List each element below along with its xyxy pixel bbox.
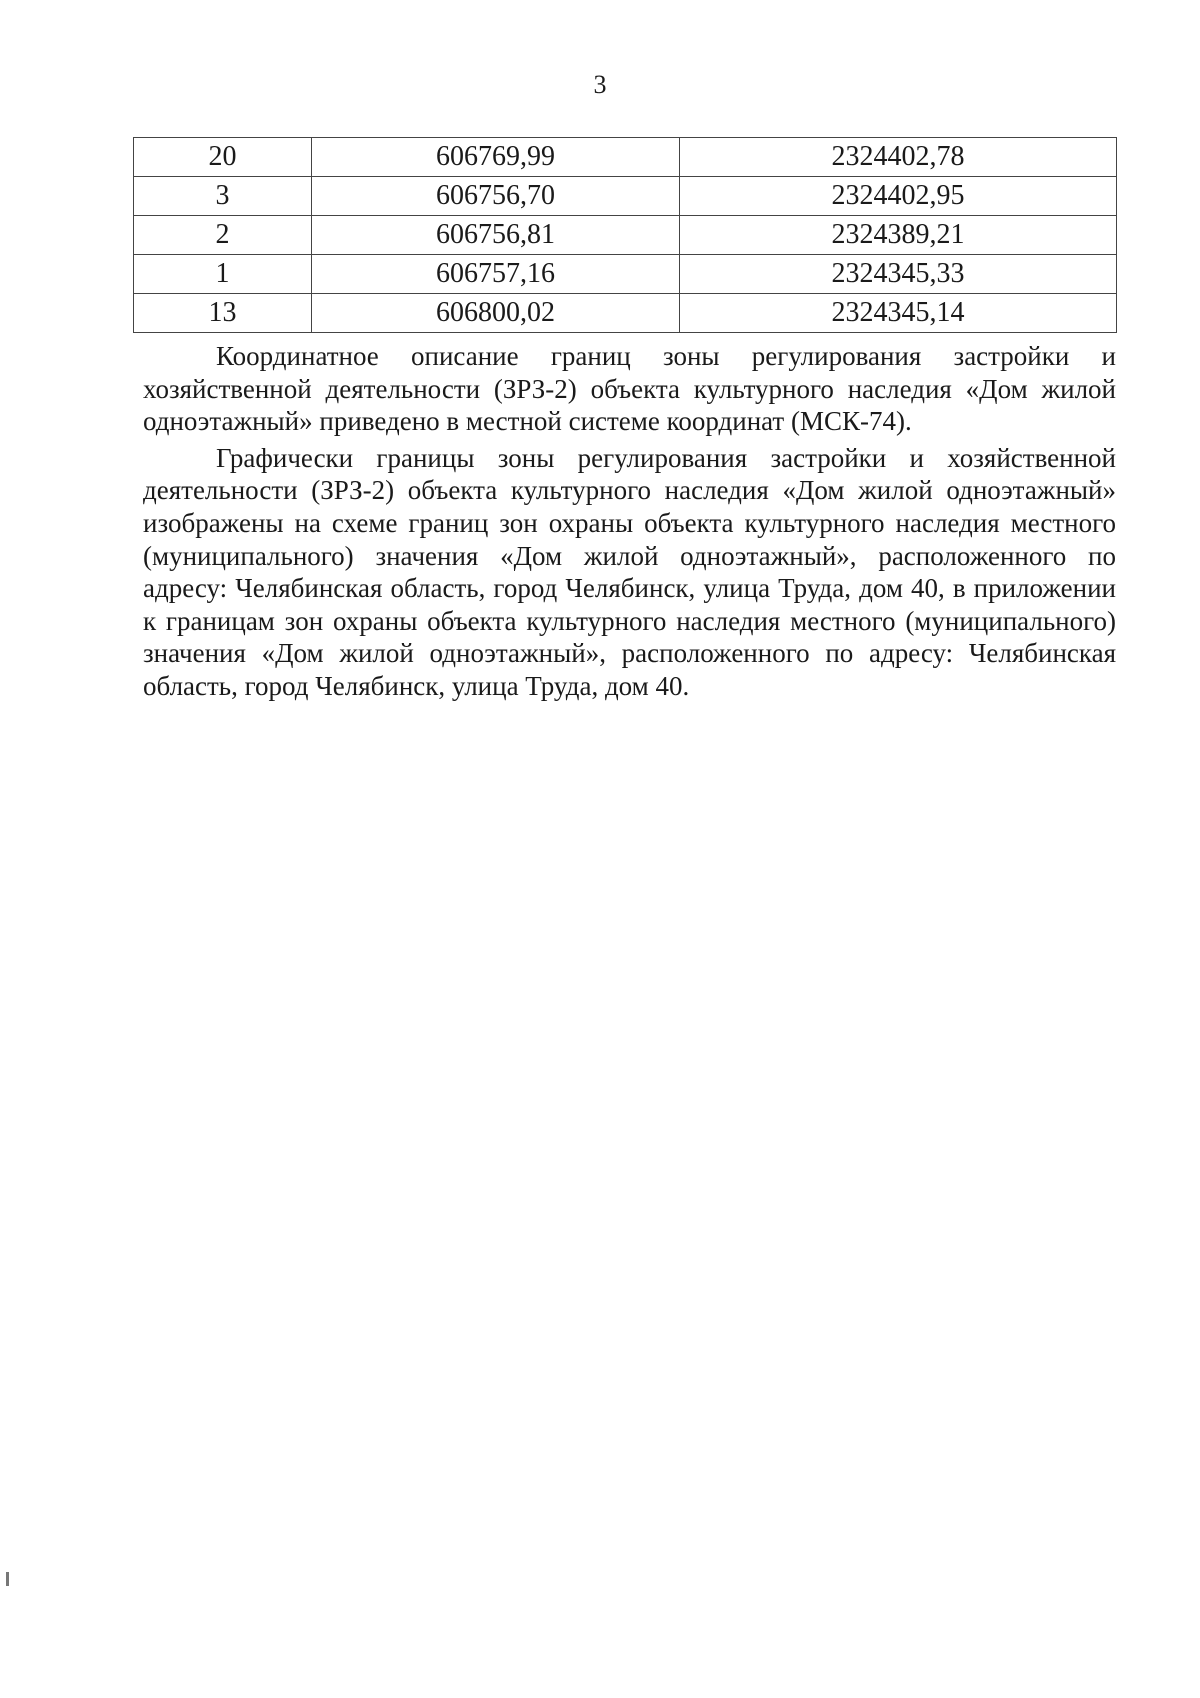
- y-coordinate-cell: 2324345,14: [680, 294, 1117, 333]
- y-coordinate-cell: 2324389,21: [680, 216, 1117, 255]
- paragraph-graphic-boundaries: Графически границы зоны регулирования застройки и хозяйственной деятельности (ЗРЗ-2) объекта культурного наследия «Дом жилой одноэтажный» изображены на схеме границ зон охраны объекта культурного наследия местного (муниципального) значения «Дом жилой одноэтажный», расположенного по адресу: Челябинская область, город Челябинск, улица Труда, дом 40, в приложении к границам зон охраны объекта культурного наследия местного (муниципального) значения «Дом жилой одноэтажный», расположенного по адресу: Челябинская область, город Челябинск, улица Труда, дом 40.: [143, 442, 1116, 701]
- point-number-cell: 13: [134, 294, 312, 333]
- x-coordinate-cell: 606756,81: [312, 216, 680, 255]
- table-row: [134, 294, 1117, 333]
- page-number: 3: [593, 70, 607, 99]
- x-coordinate-cell: 606800,02: [312, 294, 680, 333]
- coordinates-table: [133, 137, 1117, 333]
- point-number-cell: 1: [134, 255, 312, 294]
- scan-artifact: [6, 1572, 9, 1586]
- point-number-cell: 20: [134, 138, 312, 177]
- table-row: [134, 138, 1117, 177]
- x-coordinate-cell: 606769,99: [312, 138, 680, 177]
- table-row: [134, 216, 1117, 255]
- x-coordinate-cell: 606756,70: [312, 177, 680, 216]
- point-number-cell: 3: [134, 177, 312, 216]
- y-coordinate-cell: 2324402,78: [680, 138, 1117, 177]
- table-row: [134, 177, 1117, 216]
- y-coordinate-cell: 2324402,95: [680, 177, 1117, 216]
- table-row: [134, 255, 1117, 294]
- paragraph-coordinate-description: Координатное описание границ зоны регулирования застройки и хозяйственной деятельности (ЗРЗ-2) объекта культурного наследия «Дом жилой одноэтажный» приведено в местной системе координат (МСК-74).: [143, 341, 1116, 437]
- body-text: [143, 340, 1116, 707]
- y-coordinate-cell: 2324345,33: [680, 255, 1117, 294]
- point-number-cell: 2: [134, 216, 312, 255]
- x-coordinate-cell: 606757,16: [312, 255, 680, 294]
